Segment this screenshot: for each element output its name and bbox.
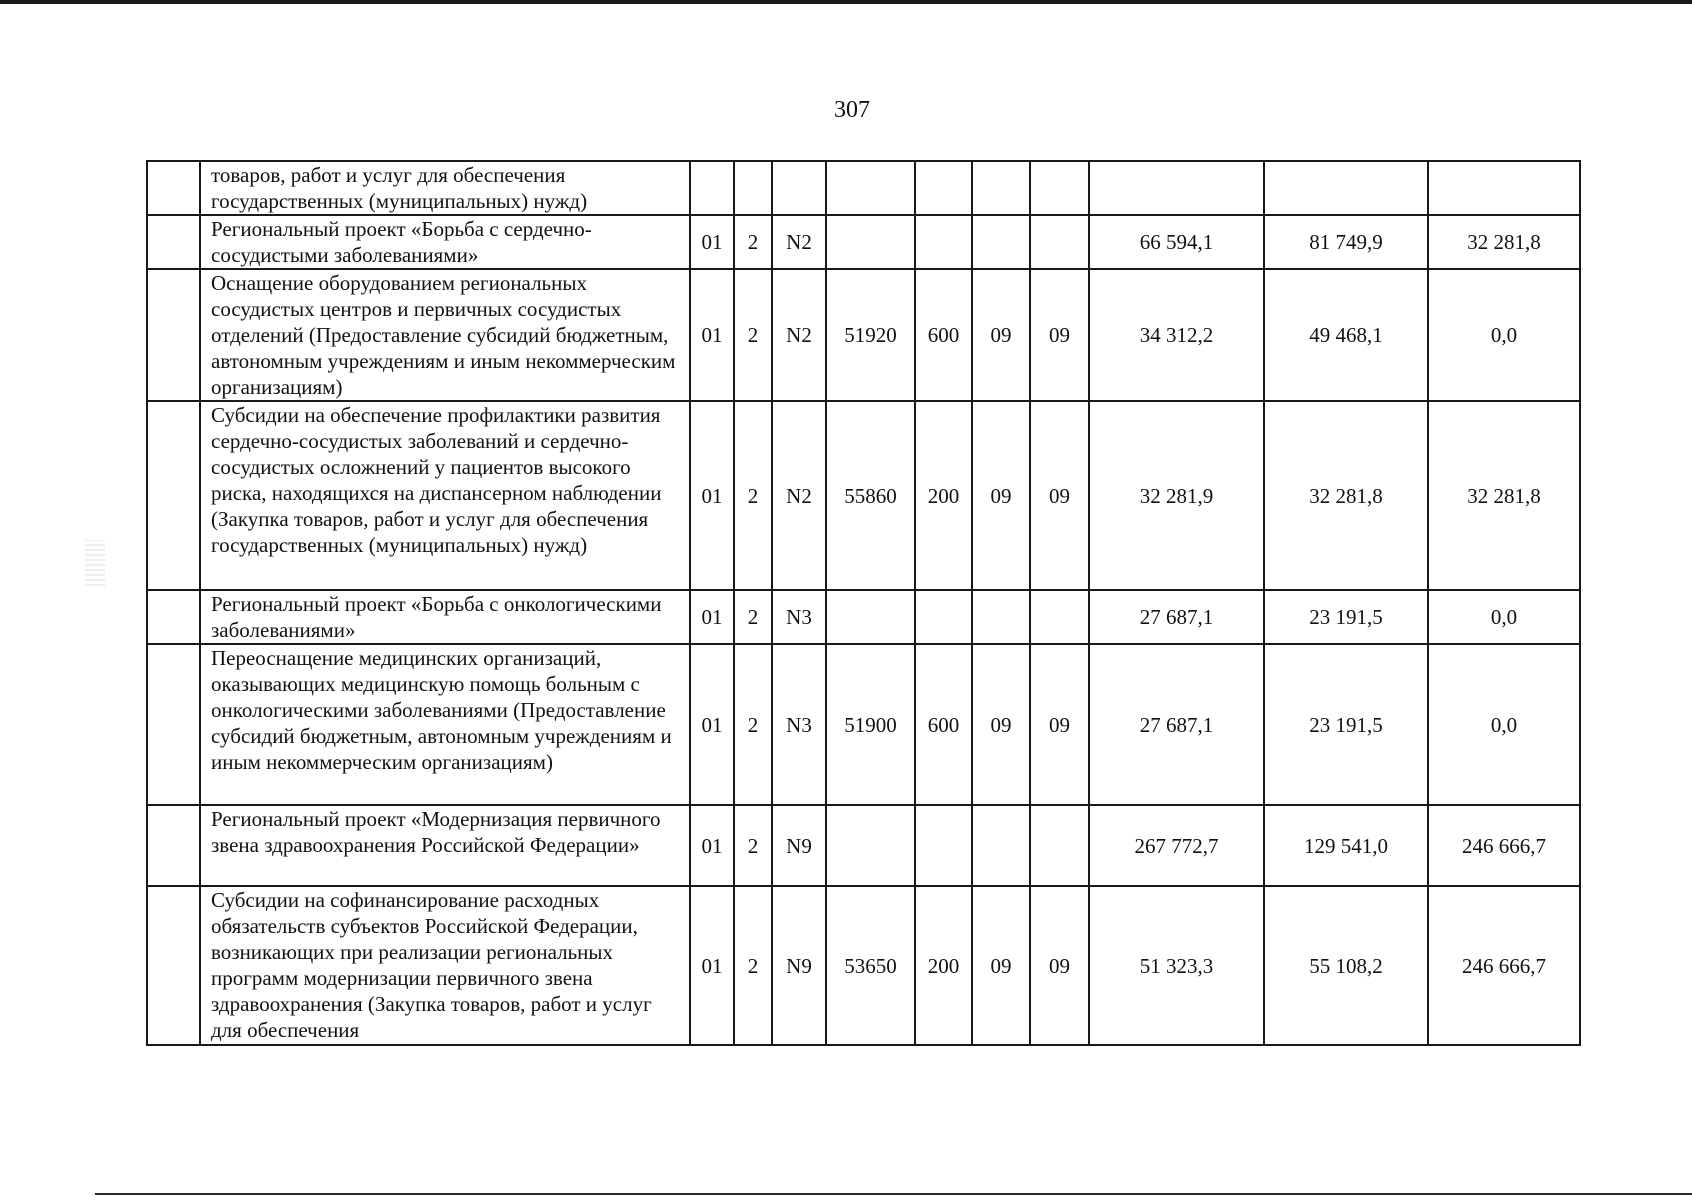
page-number: 307 — [834, 97, 870, 123]
code-cell-c7: 09 — [1030, 644, 1089, 805]
code-cell-c3: N2 — [772, 215, 826, 269]
amount-cell-v3: 32 281,8 — [1428, 401, 1580, 590]
code-cell-c7 — [1030, 805, 1089, 886]
top-border-line — [0, 0, 1692, 4]
amount-cell-v2: 49 468,1 — [1264, 269, 1428, 401]
description-cell: Региональный проект «Борьба с сердечно-сосудистыми заболеваниями» — [200, 215, 690, 269]
code-cell-c7: 09 — [1030, 886, 1089, 1045]
amount-cell-v3: 0,0 — [1428, 590, 1580, 644]
code-cell-c6 — [972, 161, 1030, 215]
description-cell: товаров, работ и услуг для обеспечения государственных (муниципальных) нужд) — [200, 161, 690, 215]
code-cell-c1: 01 — [690, 401, 734, 590]
code-cell-c1: 01 — [690, 644, 734, 805]
amount-cell-v3: 246 666,7 — [1428, 805, 1580, 886]
description-cell: Субсидии на обеспечение профилактики развития сердечно-сосудистых заболеваний и сердечно-сосудистых осложнений у пациентов высокого риска, находящихся на диспансерном наблюдении (Закупка товаров, работ и услуг для обеспечения государственных (муниципальных) нужд) — [200, 401, 690, 590]
code-cell-c6: 09 — [972, 886, 1030, 1045]
amount-cell-v2: 23 191,5 — [1264, 644, 1428, 805]
description-cell: Переоснащение медицинских организаций, оказывающих медицинскую помощь больным с онкологическими заболеваниями (Предоставление субсидий бюджетным, автономным учреждениям и иным некоммерческим организациям) — [200, 644, 690, 805]
code-cell-c6: 09 — [972, 269, 1030, 401]
description-cell: Региональный проект «Модернизация первичного звена здравоохранения Российской Федерации» — [200, 805, 690, 886]
code-cell-c5: 200 — [915, 886, 972, 1045]
code-cell-c2 — [734, 161, 772, 215]
code-cell-c6 — [972, 590, 1030, 644]
budget-table — [146, 160, 1581, 1046]
row-index-cell — [147, 269, 200, 401]
code-cell-c4: 53650 — [826, 886, 915, 1045]
code-cell-c4 — [826, 215, 915, 269]
code-cell-c1: 01 — [690, 269, 734, 401]
amount-cell-v3 — [1428, 161, 1580, 215]
amount-cell-v2: 55 108,2 — [1264, 886, 1428, 1045]
code-cell-c2: 2 — [734, 644, 772, 805]
code-cell-c7: 09 — [1030, 269, 1089, 401]
code-cell-c5 — [915, 590, 972, 644]
row-index-cell — [147, 886, 200, 1045]
table-row — [147, 590, 1580, 644]
code-cell-c6 — [972, 805, 1030, 886]
code-cell-c4: 51920 — [826, 269, 915, 401]
table-row — [147, 401, 1580, 590]
code-cell-c3: N3 — [772, 644, 826, 805]
code-cell-c4 — [826, 161, 915, 215]
code-cell-c5 — [915, 215, 972, 269]
table-row — [147, 215, 1580, 269]
row-index-cell — [147, 161, 200, 215]
code-cell-c4 — [826, 590, 915, 644]
code-cell-c3: N2 — [772, 401, 826, 590]
table-row — [147, 886, 1580, 1045]
code-cell-c4 — [826, 805, 915, 886]
code-cell-c3: N9 — [772, 805, 826, 886]
table-row — [147, 269, 1580, 401]
code-cell-c5: 600 — [915, 644, 972, 805]
amount-cell-v3: 32 281,8 — [1428, 215, 1580, 269]
code-cell-c1: 01 — [690, 215, 734, 269]
code-cell-c5: 200 — [915, 401, 972, 590]
row-index-cell — [147, 590, 200, 644]
amount-cell-v1: 51 323,3 — [1089, 886, 1264, 1045]
bottom-border-line — [95, 1193, 1692, 1195]
code-cell-c1: 01 — [690, 886, 734, 1045]
code-cell-c4: 51900 — [826, 644, 915, 805]
amount-cell-v1: 267 772,7 — [1089, 805, 1264, 886]
description-cell: Региональный проект «Борьба с онкологическими заболеваниями» — [200, 590, 690, 644]
amount-cell-v2 — [1264, 161, 1428, 215]
code-cell-c3 — [772, 161, 826, 215]
code-cell-c3: N3 — [772, 590, 826, 644]
row-index-cell — [147, 215, 200, 269]
description-cell: Субсидии на софинансирование расходных обязательств субъектов Российской Федерации, возникающих при реализации региональных программ модернизации первичного звена здравоохранения (Закупка товаров, работ и услуг для обеспечения — [200, 886, 690, 1045]
code-cell-c2: 2 — [734, 269, 772, 401]
table-row — [147, 644, 1580, 805]
code-cell-c3: N2 — [772, 269, 826, 401]
code-cell-c1: 01 — [690, 590, 734, 644]
code-cell-c6 — [972, 215, 1030, 269]
amount-cell-v2: 23 191,5 — [1264, 590, 1428, 644]
code-cell-c1 — [690, 161, 734, 215]
code-cell-c6: 09 — [972, 644, 1030, 805]
amount-cell-v2: 81 749,9 — [1264, 215, 1428, 269]
code-cell-c2: 2 — [734, 805, 772, 886]
code-cell-c5 — [915, 805, 972, 886]
table-row — [147, 805, 1580, 886]
amount-cell-v2: 32 281,8 — [1264, 401, 1428, 590]
code-cell-c2: 2 — [734, 401, 772, 590]
amount-cell-v1: 27 687,1 — [1089, 590, 1264, 644]
table-row — [147, 161, 1580, 215]
description-cell: Оснащение оборудованием региональных сосудистых центров и первичных сосудистых отделений (Предоставление субсидий бюджетным, автономным учреждениям и иным некоммерческим организациям) — [200, 269, 690, 401]
code-cell-c2: 2 — [734, 590, 772, 644]
code-cell-c7: 09 — [1030, 401, 1089, 590]
code-cell-c4: 55860 — [826, 401, 915, 590]
amount-cell-v2: 129 541,0 — [1264, 805, 1428, 886]
amount-cell-v1: 66 594,1 — [1089, 215, 1264, 269]
scan-artifact — [85, 540, 105, 586]
row-index-cell — [147, 401, 200, 590]
row-index-cell — [147, 644, 200, 805]
code-cell-c5: 600 — [915, 269, 972, 401]
amount-cell-v3: 246 666,7 — [1428, 886, 1580, 1045]
code-cell-c2: 2 — [734, 886, 772, 1045]
code-cell-c5 — [915, 161, 972, 215]
code-cell-c3: N9 — [772, 886, 826, 1045]
amount-cell-v3: 0,0 — [1428, 644, 1580, 805]
code-cell-c6: 09 — [972, 401, 1030, 590]
amount-cell-v1 — [1089, 161, 1264, 215]
code-cell-c7 — [1030, 590, 1089, 644]
amount-cell-v3: 0,0 — [1428, 269, 1580, 401]
row-index-cell — [147, 805, 200, 886]
amount-cell-v1: 34 312,2 — [1089, 269, 1264, 401]
code-cell-c7 — [1030, 161, 1089, 215]
amount-cell-v1: 32 281,9 — [1089, 401, 1264, 590]
code-cell-c1: 01 — [690, 805, 734, 886]
code-cell-c2: 2 — [734, 215, 772, 269]
amount-cell-v1: 27 687,1 — [1089, 644, 1264, 805]
code-cell-c7 — [1030, 215, 1089, 269]
